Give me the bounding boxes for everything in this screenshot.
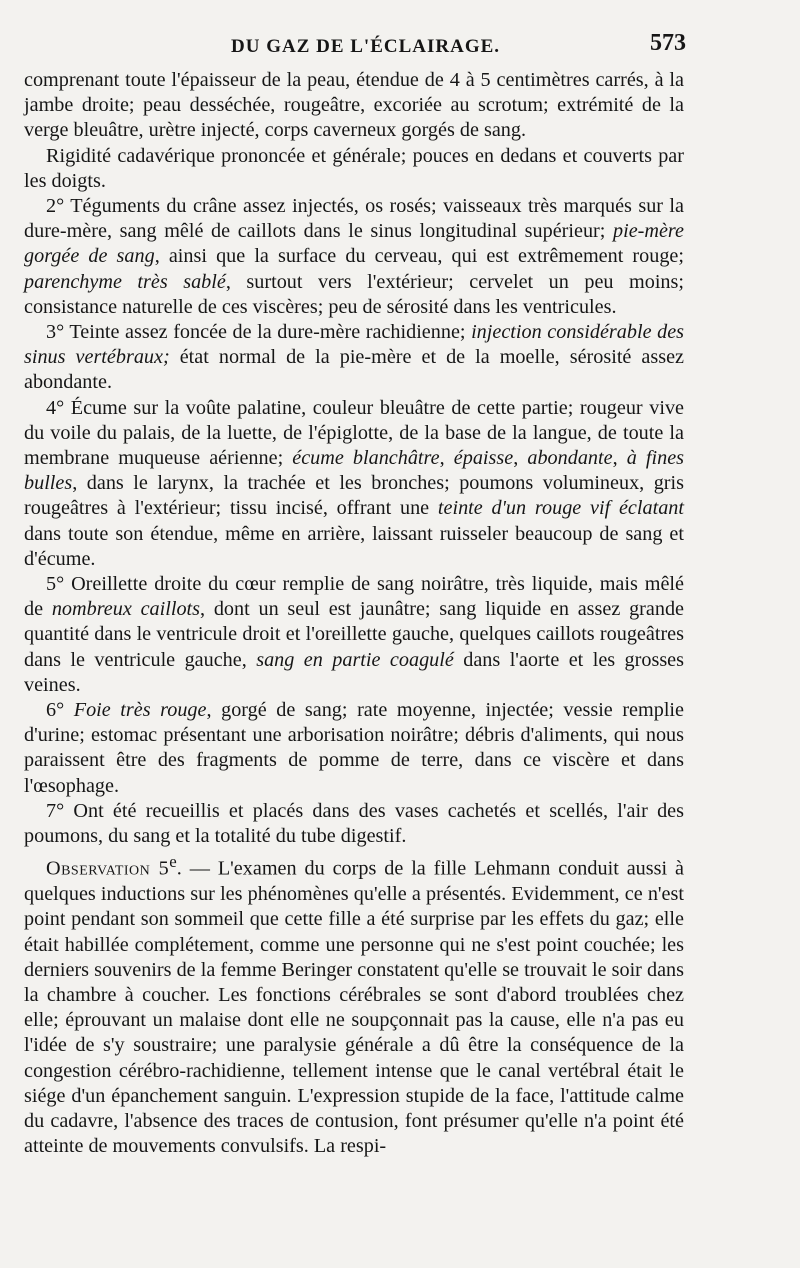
italic-phrase: nombreux caillots <box>51 598 201 621</box>
italic-phrase: sang en partie coagulé <box>256 648 454 671</box>
paragraph <box>24 849 684 1159</box>
italic-phrase: Foie très rouge <box>73 699 207 722</box>
italic-phrase: teinte d'un rouge vif éclatant <box>437 497 684 520</box>
text-run: , surtout vers l'extérieur; cervelet un peu moins; consistance naturelle de ces viscères; peu de sérosité dans les ventricules. <box>24 270 684 318</box>
text-run: Rigidité cadavérique prononcée et générale; pouces en dedans et couverts par les doigts. <box>24 144 684 192</box>
text-run: 7° Ont été recueillis et placés dans des vases cachetés et scellés, l'air des poumons, du sang et la totalité du tube digestif. <box>24 799 684 848</box>
superscript: e <box>169 852 177 872</box>
body-text <box>24 68 684 1159</box>
text-run: 6° <box>46 699 74 722</box>
paragraph <box>24 68 684 144</box>
text-run: , gorgé de sang; rate moyenne, injectée; vessie remplie d'urine; estomac présentant une arborisation noirâtre; débris d'aliments, qui nous paraissent être des fragments de pomme de terre, dans ce viscère et dans l'œsophage. <box>24 699 684 797</box>
text-run: , <box>612 447 627 470</box>
text-run: , dont un seul est jaunâtre; sang liquide en assez grande quantité dans le ventricule droit et l'oreillette gauche, quelques caillots rougeâtres dans le ventricule gauche, <box>24 598 684 671</box>
italic-phrase: épaisse <box>453 447 514 470</box>
book-page <box>24 28 684 1159</box>
text-run: comprenant toute l'épaisseur de la peau, étendue de 4 à 5 centimètres carrés, à la jambe droite; peau desséchée, rougeâtre, excoriée au scrotum; extrémité de la verge bleuâtre, urètre injecté, corps caverneux gorgés de sang. <box>24 69 684 142</box>
paragraph <box>24 194 684 320</box>
text-run: 2° Téguments du crâne assez injectés, os rosés; vaisseaux très marqués sur la dure-mère, sang mêlé de caillots dans le sinus longitudinal supérieur; <box>24 195 684 243</box>
italic-phrase: parenchyme très sablé <box>24 270 226 293</box>
text-run: . — L'examen du corps de la fille Lehmann conduit aussi à quelques inductions sur les phénomènes qu'elle a présentés. Evidemment, ce n'est point pendant son sommeil que cette fille a été surprise par les effets du gaz; elle était habillée complétement, comme une personne qui ne s'est point couchée; les derniers souvenirs de la femme Beringer constatent qu'elle se trouvait le soir dans la chambre à coucher. Les fonctions cérébrales se sont d'abord troublées chez elle; éprouvant un malaise dont elle ne soupçonnait pas la cause, elle n'a pas eu l'idée de s'y soustraire; une paralysie générale a dû être la conséquence de la congestion cérébro-rachidienne, tellement intense que le canal vertébral était le siége d'un épanchement sanguin. L'expression stupide de la face, l'attitude calme du cadavre, l'absence des traces de contusion, font présumer qu'elle n'a point été atteinte de mouvements convulsifs. La respi- <box>24 858 684 1158</box>
running-title: DU GAZ DE L'ÉCLAIRAGE. <box>231 36 501 57</box>
italic-phrase: abondante <box>527 447 613 470</box>
page-number: 573 <box>650 30 686 56</box>
text-run: , <box>513 447 528 470</box>
text-run: état normal de la pie-mère et de la moelle, sérosité assez abondante. <box>24 346 684 394</box>
text-run: , dans le larynx, la trachée et les bronches; poumons volumineux, gris rougeâtres à l'extérieur; tissu incisé, offrant une <box>24 472 684 520</box>
section-label: Observation 5 <box>46 858 170 881</box>
text-run: , ainsi que la surface du cerveau, qui est extrêmement rouge; <box>154 245 684 268</box>
paragraph <box>24 799 684 849</box>
text-run: dans l'aorte et les grosses veines. <box>24 648 684 696</box>
text-run: 3° Teinte assez foncée de la dure-mère rachidienne; <box>46 321 472 344</box>
italic-phrase: pie-mère gorgée de sang <box>24 220 684 268</box>
page-header <box>24 28 684 68</box>
italic-phrase: injection considérable des sinus vertébraux; <box>24 321 685 369</box>
italic-phrase: écume blanchâtre <box>292 447 440 470</box>
text-run: 4° Écume sur la voûte palatine, couleur bleuâtre de cette partie; rougeur vive du voile du palais, de la luette, de l'épiglotte, de la base de la langue, de toute la membrane muqueuse aérienne; <box>24 396 684 470</box>
paragraph <box>24 572 684 698</box>
text-run: 5° Oreillette droite du cœur remplie de sang noirâtre, très liquide, mais mêlé de <box>24 573 684 621</box>
paragraph <box>24 320 684 396</box>
paragraph <box>24 396 684 572</box>
paragraph <box>24 698 684 799</box>
italic-phrase: à fines bulles <box>24 447 685 495</box>
text-run: , <box>439 447 454 470</box>
paragraph <box>24 144 684 194</box>
text-run: dans toute son étendue, même en arrière, laissant ruisseler beaucoup de sang et d'écume. <box>24 522 684 570</box>
